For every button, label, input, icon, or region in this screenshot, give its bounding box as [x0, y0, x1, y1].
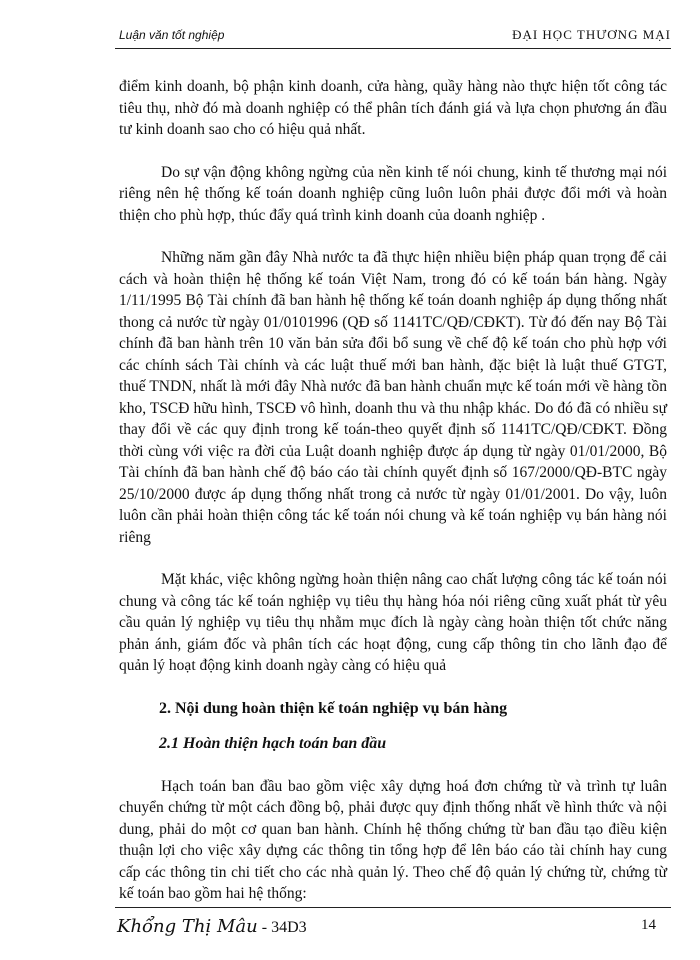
author-class: - 34D3	[257, 919, 307, 936]
page-header	[115, 24, 671, 46]
paragraph-2: Do sự vận động không ngừng của nền kinh tế nói chung, kinh tế thương mại nói riêng nên hệ thống kế toán doanh nghiệp cũng luôn luôn phải được đổi mới và hoàn thiện cho phù hợp, thúc đẩy quá trình kinh doanh của doanh nghiệp .	[119, 163, 667, 224]
page-number: 14	[641, 917, 656, 933]
header-thesis-label: Luận văn tốt nghiệp	[119, 28, 225, 42]
paragraph-1: điểm kinh doanh, bộ phận kinh doanh, cửa hàng, quầy hàng nào thực hiện tốt công tác tiêu thụ, nhờ đó mà doanh nghiệp có thể phân tích đánh giá và lựa chọn phương án đầu tư kinh doanh sao cho có hiệu quả nhất.	[119, 78, 667, 138]
footer-divider	[115, 907, 671, 908]
header-university: ĐẠI HỌC THƯƠNG MẠI	[512, 27, 671, 42]
page-body	[119, 76, 667, 926]
paragraph-4: Mặt khác, việc không ngừng hoàn thiện nâng cao chất lượng công tác kế toán nói chung và công tác kế toán nghiệp vụ tiêu thụ hàng hóa nói riêng cũng xuất phát từ yêu cầu quản lý nghiệp vụ tiêu thụ nhằm mục đích là ngày càng hoàn thiện tốt chức năng phản ánh, giám đốc và phân tích các hoạt động, cung cấp thông tin cho lãnh đạo để quản lý hoạt động kinh doanh ngày càng có hiệu quả	[119, 571, 667, 674]
author-name: Khổng Thị Mâu	[117, 916, 258, 937]
paragraph-3: Những năm gần đây Nhà nước ta đã thực hiện nhiều biện pháp quan trọng để cải cách và hoàn thiện hệ thống kế toán Việt Nam, trong đó có kế toán bán hàng. Ngày 1/11/1995 Bộ Tài chính đã ban hành hệ thống kế toán doanh nghiệp áp dụng thống nhất thong cả nước từ ngày 01/0101996 (QĐ số 1141TC/QĐ/CĐKT). Từ đó đến nay Bộ Tài chính đã ban hành trên 10 văn bản sửa đổi bổ sung về chế độ kế toán cho phù hợp với các chính sách Tài chính và các luật thuế mới ban hành, đặc biệt là luật thuế GTGT, thuế TNDN, nhất là mới đây Nhà nước đã ban hành chuẩn mực kế toán mới về hàng tồn kho, TSCĐ hữu hình, TSCĐ vô hình, doanh thu và thu nhập khác. Do đó đã có nhiều sự thay đổi về các quy định trong kế toán-theo quyết định số 1141TC/QĐ/CĐKT. Đồng thời cùng với việc ra đời của Luật doanh nghiệp được áp dụng từ ngày 01/01/2000, Bộ Tài chính đã ban hành chế độ báo cáo tài chính quyết định số 167/2000/QĐ-BTC ngày 25/10/2000 được áp dụng thống nhất trong cả nước từ ngày 01/01/2001. Do vậy, luôn luôn cần phải hoàn thiện công tác kế toán nói chung và kế toán nghiệp vụ bán hàng nói riêng	[119, 249, 667, 546]
header-divider	[115, 48, 671, 49]
footer-author	[117, 916, 307, 937]
subsection-heading-2-1: 2.1 Hoàn thiện hạch toán ban đầu	[159, 735, 387, 752]
section-heading-2: 2. Nội dung hoàn thiện kế toán nghiệp vụ bán hàng	[159, 699, 508, 717]
paragraph-5: Hạch toán ban đầu bao gồm việc xây dựng hoá đơn chứng từ và trình tự luân chuyển chứng từ một cách đồng bộ, phải được quy định thống nhất về hình thức và nội dung, phải do một cơ quan ban hành. Chính hệ thống chứng từ ban đầu tạo điều kiện thuận lợi cho việc xây dựng các thông tin tổng hợp để lên báo cáo tài chính hay cung cấp các thông tin chi tiết cho các nhà quản lý. Theo chế độ quản lý chứng từ, chứng từ kế toán bao gồm hai hệ thống:	[119, 777, 667, 902]
